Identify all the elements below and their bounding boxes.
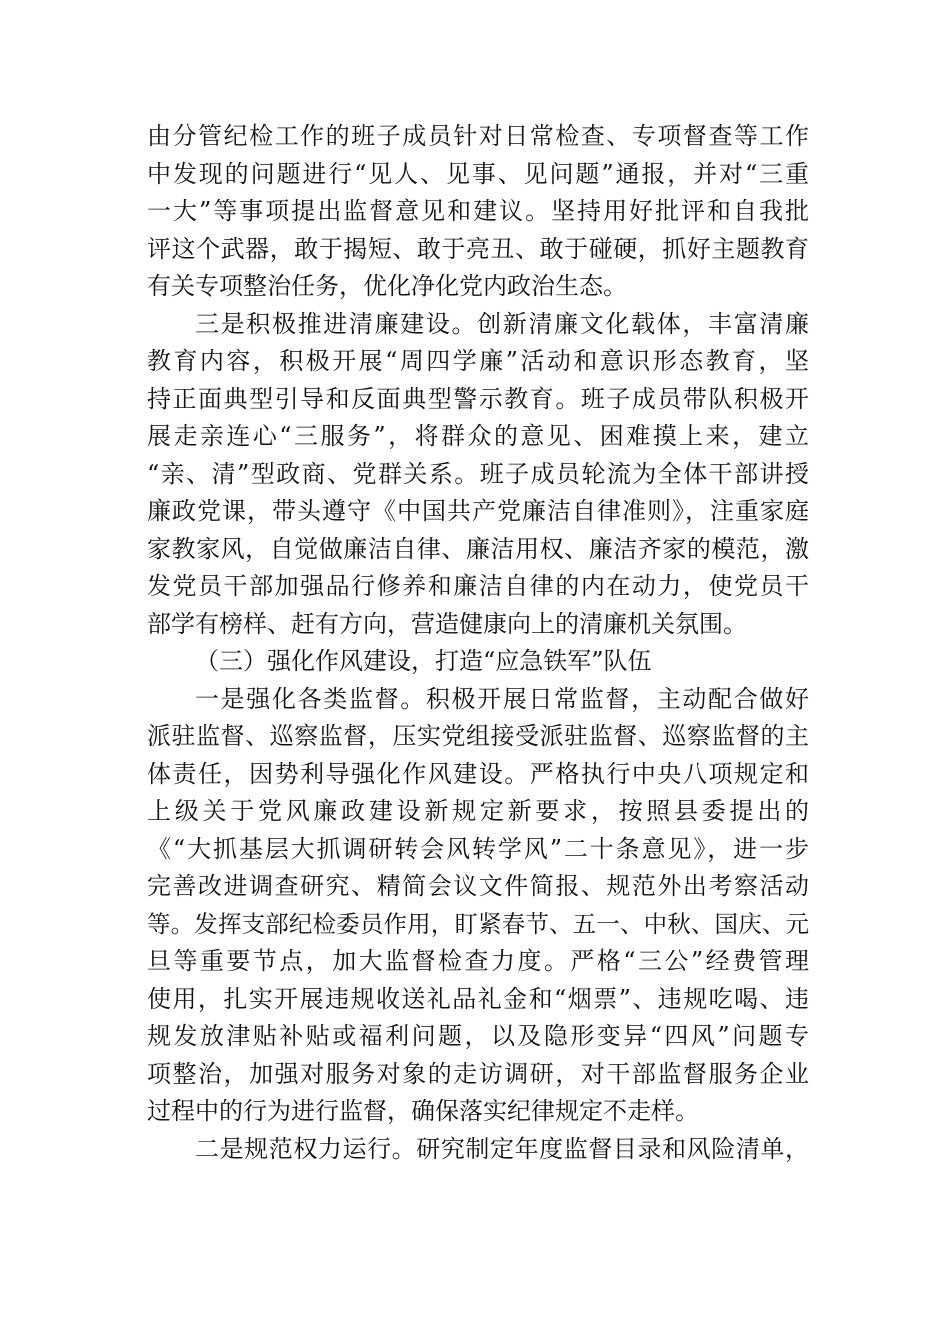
text-line: 规发放津贴补贴或福利问题，以及隐形变异“四风”问题专 — [147, 1022, 809, 1050]
text-line: 廉政党课，带头遵守《中国共产党廉洁自律准则》，注重家庭 — [147, 497, 809, 525]
text-line: “亲、清”型政商、党群关系。班子成员轮流为全体干部讲授 — [147, 459, 809, 488]
text-line: 有关专项整治任务，优化净化党内政治生态。 — [147, 272, 627, 300]
text-line: 上级关于党风廉政建设新规定新要求，按照县委提出的 — [147, 797, 809, 825]
text-line: 持正面典型引导和反面典型警示教育。班子成员带队积极开 — [147, 384, 809, 413]
paragraph-start-line: 二是规范权力运行。研究制定年度监督目录和风险清单， — [195, 1134, 809, 1163]
text-line: 评这个武器，敢于揭短、敢于亮丑、敢于碰硬，抓好主题教育 — [147, 234, 809, 263]
text-line: 《“大抓基层大抓调研转会风转学风”二十条意见》，进一步 — [147, 834, 809, 863]
paragraph-start-line: 三是积极推进清廉建设。创新清廉文化载体，丰富清廉 — [195, 309, 809, 338]
text-line: 家教家风，自觉做廉洁自律、廉洁用权、廉洁齐家的模范，激 — [147, 534, 809, 563]
text-line: 体责任，因势利导强化作风建设。严格执行中央八项规定和 — [147, 759, 809, 788]
text-line: 发党员干部加强品行修养和廉洁自律的内在动力，使党员干 — [147, 572, 809, 600]
text-line: 中发现的问题进行“见人、见事、见问题”通报，并对“三重 — [147, 159, 809, 188]
text-line: 旦等重要节点，加大监督检查力度。严格“三公”经费管理 — [147, 947, 809, 975]
text-line: 等。发挥支部纪检委员作用，盯紧春节、五一、中秋、国庆、元 — [147, 909, 809, 938]
text-line: 部学有榜样、赶有方向，营造健康向上的清廉机关氛围。 — [147, 609, 747, 638]
text-line: 使用，扎实开展违规收送礼品礼金和“烟票”、违规吃喝、违 — [147, 984, 809, 1013]
section-heading: （三）强化作风建设，打造“应急铁军”队伍 — [195, 647, 652, 675]
document-body — [147, 118, 809, 1168]
text-line: 过程中的行为进行监督，确保落实纪律规定不走样。 — [147, 1097, 699, 1125]
paragraph-start-line: 一是强化各类监督。积极开展日常监督，主动配合做好 — [195, 684, 809, 713]
text-line: 项整治，加强对服务对象的走访调研，对干部监督服务企业 — [147, 1059, 809, 1088]
text-line: 一大”等事项提出监督意见和建议。坚持用好批评和自我批 — [147, 197, 809, 225]
text-line: 教育内容，积极开展“周四学廉”活动和意识形态教育，坚 — [147, 347, 809, 375]
text-line: 展走亲连心“三服务”，将群众的意见、困难摸上来，建立 — [147, 422, 809, 450]
text-line: 由分管纪检工作的班子成员针对日常检查、专项督查等工作 — [147, 122, 809, 150]
text-line: 派驻监督、巡察监督，压实党组接受派驻监督、巡察监督的主 — [147, 722, 809, 750]
text-line: 完善改进调查研究、精简会议文件简报、规范外出考察活动 — [147, 872, 809, 900]
